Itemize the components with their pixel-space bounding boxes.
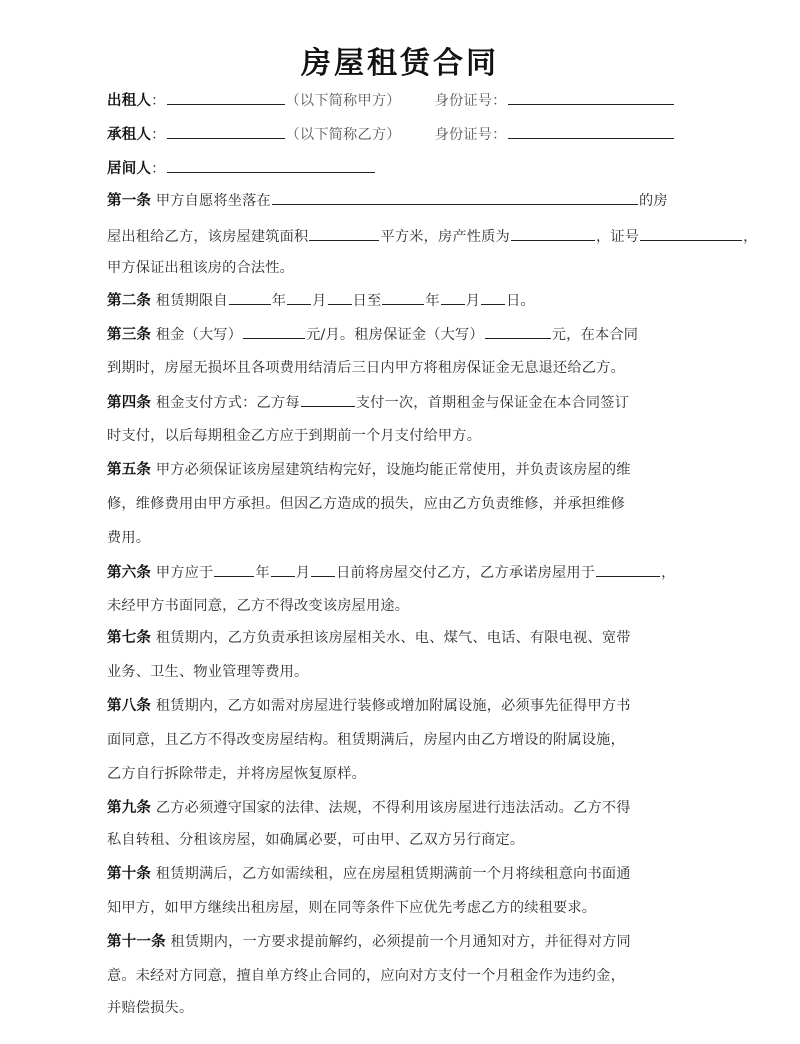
clause-6-text: 日前将房屋交付乙方，乙方承诺房屋用于 bbox=[336, 565, 596, 581]
handover-year-blank[interactable] bbox=[214, 562, 254, 577]
clause-7-heading: 第七条 bbox=[107, 630, 152, 646]
clause-1-text: 平方米，房产性质为 bbox=[380, 229, 510, 245]
clause-11-text: 租赁期内，一方要求提前解约，必须提前一个月通知对方，并征得对方同 bbox=[170, 934, 631, 950]
clause-2-text: 月 bbox=[465, 293, 481, 309]
clause-5-text: 甲方必须保证该房屋建筑结构完好，设施均能正常使用，并负责该房屋的维 bbox=[155, 462, 631, 478]
clause-3-line-1 bbox=[107, 324, 638, 344]
clause-3-text: 元/月。租房保证金（大写） bbox=[306, 327, 484, 343]
clause-5-line-2: 修，维修费用由甲方承担。但因乙方造成的损失，应由乙方负责维修，并承担维修 bbox=[107, 496, 625, 512]
clause-2-text: 租赁期限自 bbox=[155, 293, 228, 309]
clause-2-text: 年 bbox=[425, 293, 440, 309]
monthly-rent-blank[interactable] bbox=[243, 324, 305, 339]
handover-month-blank[interactable] bbox=[271, 562, 295, 577]
clause-9-text: 乙方必须遵守国家的法律、法规，不得利用该房屋进行违法活动。乙方不得 bbox=[155, 800, 631, 816]
clause-4-heading: 第四条 bbox=[107, 395, 152, 411]
clause-4-line-1 bbox=[107, 392, 629, 412]
property-use-blank[interactable] bbox=[596, 562, 660, 577]
lessee-id-blank[interactable] bbox=[508, 124, 674, 139]
clause-2-text: 日。 bbox=[506, 293, 535, 309]
lessor-id-label: 身份证号： bbox=[434, 93, 507, 109]
clause-1-line-3: 甲方保证出租该房的合法性。 bbox=[107, 260, 295, 276]
clause-4-text: 租金支付方式：乙方每 bbox=[155, 395, 300, 411]
clause-2-line-1 bbox=[107, 290, 535, 310]
lessor-note: （以下简称甲方） bbox=[285, 93, 401, 109]
lessee-id-label: 身份证号： bbox=[434, 127, 507, 143]
clause-10-line-2: 知甲方，如甲方继续出租房屋，则在同等条件下应优先考虑乙方的续租要求。 bbox=[107, 900, 597, 916]
clause-4-text: 支付一次，首期租金与保证金在本合同签订 bbox=[355, 395, 630, 411]
colon: ： bbox=[151, 161, 166, 177]
lessee-label: 承租人 bbox=[107, 127, 152, 143]
document-title: 房屋租赁合同 bbox=[301, 46, 499, 81]
clause-9-line-2: 私自转租、分租该房屋，如确属必要，可由甲、乙双方另行商定。 bbox=[107, 832, 525, 848]
property-location-blank[interactable] bbox=[272, 190, 638, 205]
clause-10-text: 租赁期满后，乙方如需续租，应在房屋租赁期满前一个月将续租意向书面通 bbox=[155, 866, 631, 882]
lessor-id-blank[interactable] bbox=[508, 90, 674, 105]
clause-7-line-1 bbox=[107, 628, 631, 648]
certificate-number-blank[interactable] bbox=[640, 226, 742, 241]
clause-4-line-2: 时支付，以后每期租金乙方应于到期前一个月支付给甲方。 bbox=[107, 428, 482, 444]
clause-8-line-2: 面同意，且乙方不得改变房屋结构。租赁期满后，房屋内由乙方增设的附属设施， bbox=[107, 732, 625, 748]
start-day-blank[interactable] bbox=[328, 290, 352, 305]
clause-6-text: 甲方应于 bbox=[155, 565, 214, 581]
clause-11-line-1 bbox=[107, 932, 631, 952]
clause-9-line-1 bbox=[107, 798, 631, 818]
deposit-blank[interactable] bbox=[485, 324, 551, 339]
lessee-name-blank[interactable] bbox=[167, 124, 285, 139]
lessor-line bbox=[107, 90, 675, 110]
start-year-blank[interactable] bbox=[229, 290, 271, 305]
clause-10-line-1 bbox=[107, 864, 631, 884]
lessee-note: （以下简称乙方） bbox=[285, 127, 401, 143]
clause-7-text: 租赁期内，乙方负责承担该房屋相关水、电、煤气、电话、有限电视、宽带 bbox=[155, 630, 631, 646]
end-month-blank[interactable] bbox=[441, 290, 465, 305]
lessor-label: 出租人 bbox=[107, 93, 152, 109]
clause-6-line-1 bbox=[107, 562, 676, 582]
handover-day-blank[interactable] bbox=[311, 562, 335, 577]
clause-3-text: 元，在本合同 bbox=[551, 327, 639, 343]
clause-6-text: 年 bbox=[255, 565, 270, 581]
broker-name-blank[interactable] bbox=[167, 158, 375, 173]
colon: ： bbox=[151, 127, 166, 143]
clause-3-line-2: 到期时，房屋无损坏且各项费用结清后三日内甲方将租房保证金无息退还给乙方。 bbox=[107, 360, 625, 376]
clause-2-text: 月 bbox=[312, 293, 327, 309]
clause-11-line-3: 并赔偿损失。 bbox=[107, 1000, 194, 1016]
clause-11-line-2: 意。未经对方同意，擅自单方终止合同的，应向对方支付一个月租金作为违约金， bbox=[107, 968, 625, 984]
clause-6-text: ， bbox=[661, 565, 676, 581]
broker-label: 居间人 bbox=[107, 161, 152, 177]
clause-8-line-3: 乙方自行拆除带走，并将房屋恢复原样。 bbox=[107, 766, 366, 782]
clause-8-text: 租赁期内，乙方如需对房屋进行装修或增加附属设施，必须事先征得甲方书 bbox=[155, 698, 631, 714]
end-day-blank[interactable] bbox=[481, 290, 505, 305]
clause-5-heading: 第五条 bbox=[107, 462, 152, 478]
clause-1-text: 的房 bbox=[638, 193, 668, 209]
clause-1-text: 屋出租给乙方，该房屋建筑面积 bbox=[107, 229, 309, 245]
clause-5-line-1 bbox=[107, 460, 631, 480]
clause-1-heading: 第一条 bbox=[107, 193, 152, 209]
clause-9-heading: 第九条 bbox=[107, 800, 152, 816]
clause-8-heading: 第八条 bbox=[107, 698, 152, 714]
start-month-blank[interactable] bbox=[287, 290, 311, 305]
clause-8-line-1 bbox=[107, 696, 631, 716]
clause-6-heading: 第六条 bbox=[107, 565, 152, 581]
broker-line bbox=[107, 158, 376, 178]
clause-1-line-1 bbox=[107, 190, 668, 210]
clause-1-line-2 bbox=[107, 226, 758, 246]
clause-3-heading: 第三条 bbox=[107, 327, 152, 343]
lessor-name-blank[interactable] bbox=[167, 90, 285, 105]
payment-period-blank[interactable] bbox=[301, 392, 355, 407]
property-type-blank[interactable] bbox=[511, 226, 595, 241]
clause-2-text: 日至 bbox=[352, 293, 382, 309]
clause-7-line-2: 业务、卫生、物业管理等费用。 bbox=[107, 664, 309, 680]
clause-3-text: 租金（大写） bbox=[155, 327, 243, 343]
floor-area-blank[interactable] bbox=[309, 226, 379, 241]
clause-1-text: ，证号 bbox=[595, 229, 640, 245]
clause-6-line-2: 未经甲方书面同意，乙方不得改变该房屋用途。 bbox=[107, 598, 410, 614]
clause-5-line-3: 费用。 bbox=[107, 530, 151, 546]
clause-2-text: 年 bbox=[271, 293, 287, 309]
end-year-blank[interactable] bbox=[382, 290, 424, 305]
clause-1-text: 甲方自愿将坐落在 bbox=[155, 193, 271, 209]
clause-2-heading: 第二条 bbox=[107, 293, 152, 309]
clause-10-heading: 第十条 bbox=[107, 866, 152, 882]
colon: ： bbox=[151, 93, 166, 109]
clause-1-text: ， bbox=[743, 229, 758, 245]
clause-6-text: 月 bbox=[295, 565, 311, 581]
lessee-line bbox=[107, 124, 675, 144]
clause-11-heading: 第十一条 bbox=[107, 934, 166, 950]
